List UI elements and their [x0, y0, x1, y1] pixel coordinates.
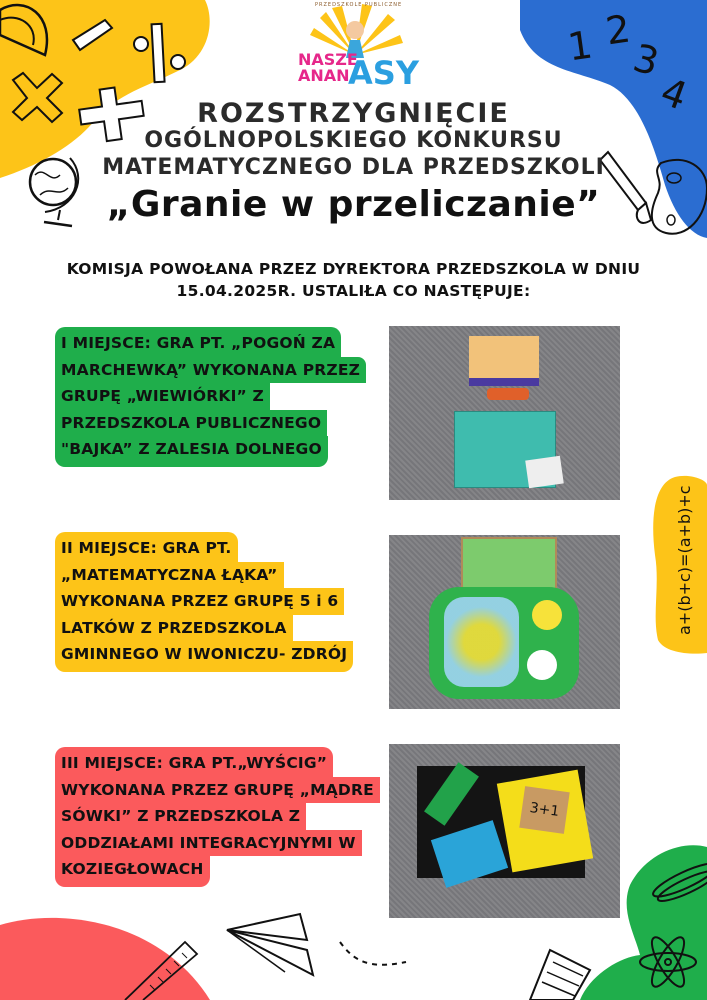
math-formula: a+(b+c)=(a+b)+c — [675, 485, 694, 635]
award-first-place — [55, 327, 366, 467]
commission-line-2: 15.04.2025R. USTALIŁA CO NASTĘPUJE: — [176, 282, 531, 300]
title-line-1: ROZSTRZYGNIĘCIE — [197, 98, 510, 129]
number-1: 1 — [565, 22, 596, 70]
ellipse-scribble-icon — [645, 862, 707, 902]
award-text-line: GMINNEGO W IWONICZU- ZDRÓJ — [55, 641, 353, 672]
award-text-line: ODDZIAŁAMI INTEGRACYJNYMI W — [55, 830, 362, 857]
logo-name-part3: ASY — [348, 54, 419, 92]
number-2: 2 — [603, 6, 634, 54]
award-text-line: I MIEJSCE: GRA PT. „POGOŃ ZA — [55, 327, 341, 357]
award-second-place — [55, 532, 353, 672]
award-text-line: PRZEDSZKOLA PUBLICZNEGO — [55, 410, 327, 437]
contest-name: „Granie w przeliczanie” — [106, 184, 601, 225]
title-line-2: OGÓLNOPOLSKIEGO KONKURSU — [144, 128, 563, 153]
award-text-line: KOZIEGŁOWACH — [55, 856, 210, 887]
minus-sign-icon — [70, 15, 115, 55]
paper-plane-icon — [225, 912, 315, 977]
award-text-line: MARCHEWKĄ” WYKONANA PRZEZ — [55, 357, 366, 384]
game-box-laka — [461, 537, 557, 593]
award-text-line: II MIEJSCE: GRA PT. — [55, 532, 238, 562]
game-cards — [525, 456, 564, 489]
award-text-line: "BAJKA” Z ZALESIA DOLNEGO — [55, 436, 328, 467]
photo-first-place-game — [389, 326, 620, 500]
percent-sign-icon — [128, 22, 190, 87]
notebook-icon — [525, 948, 595, 1000]
protractor-icon — [0, 0, 60, 65]
award-text-line: WYKONANA PRZEZ GRUPĘ 5 i 6 — [55, 588, 344, 615]
award-text-line: SÓWKI” Z PRZEDSZKOLA Z — [55, 803, 306, 830]
commission-statement — [0, 258, 707, 302]
title-line-3: MATEMATYCZNEGO DLA PRZEDSZKOLI — [102, 155, 605, 180]
award-text-line: III MIEJSCE: GRA PT.„WYŚCIG” — [55, 747, 333, 777]
white-flower — [527, 650, 557, 680]
number-3: 3 — [628, 35, 664, 85]
photo-third-place-game — [389, 744, 620, 918]
photo-second-place-game — [389, 535, 620, 709]
yellow-flower — [532, 600, 562, 630]
ruler-icon — [115, 940, 205, 1000]
school-logo — [280, 0, 430, 95]
atom-icon — [638, 932, 698, 992]
award-third-place — [55, 747, 380, 887]
award-text-line: LATKÓW Z PRZEDSZKOLA — [55, 615, 293, 642]
bee-pieces — [444, 597, 519, 687]
dashed-trail — [338, 940, 408, 970]
award-text-line: „MATEMATYCZNA ŁĄKA” — [55, 562, 284, 589]
logo-arc-text: PRZEDSZKOLE PUBLICZNE — [315, 2, 403, 8]
game-box — [469, 336, 539, 386]
award-text-line: WYKONANA PRZEZ GRUPĘ „MĄDRE — [55, 777, 380, 804]
game-pieces — [487, 388, 529, 400]
logo-name-part1: NASZE — [298, 50, 358, 69]
dice-cube — [519, 786, 569, 834]
number-4: 4 — [655, 69, 693, 119]
award-text-line: GRUPĘ „WIEWIÓRKI” Z — [55, 383, 270, 410]
dice-cube-label: 3+1 — [528, 800, 561, 820]
commission-line-1: KOMISJA POWOŁANA PRZEZ DYREKTORA PRZEDSZKOLA W DNIU — [66, 260, 641, 278]
logo-name-part2: ANAN — [298, 66, 350, 85]
